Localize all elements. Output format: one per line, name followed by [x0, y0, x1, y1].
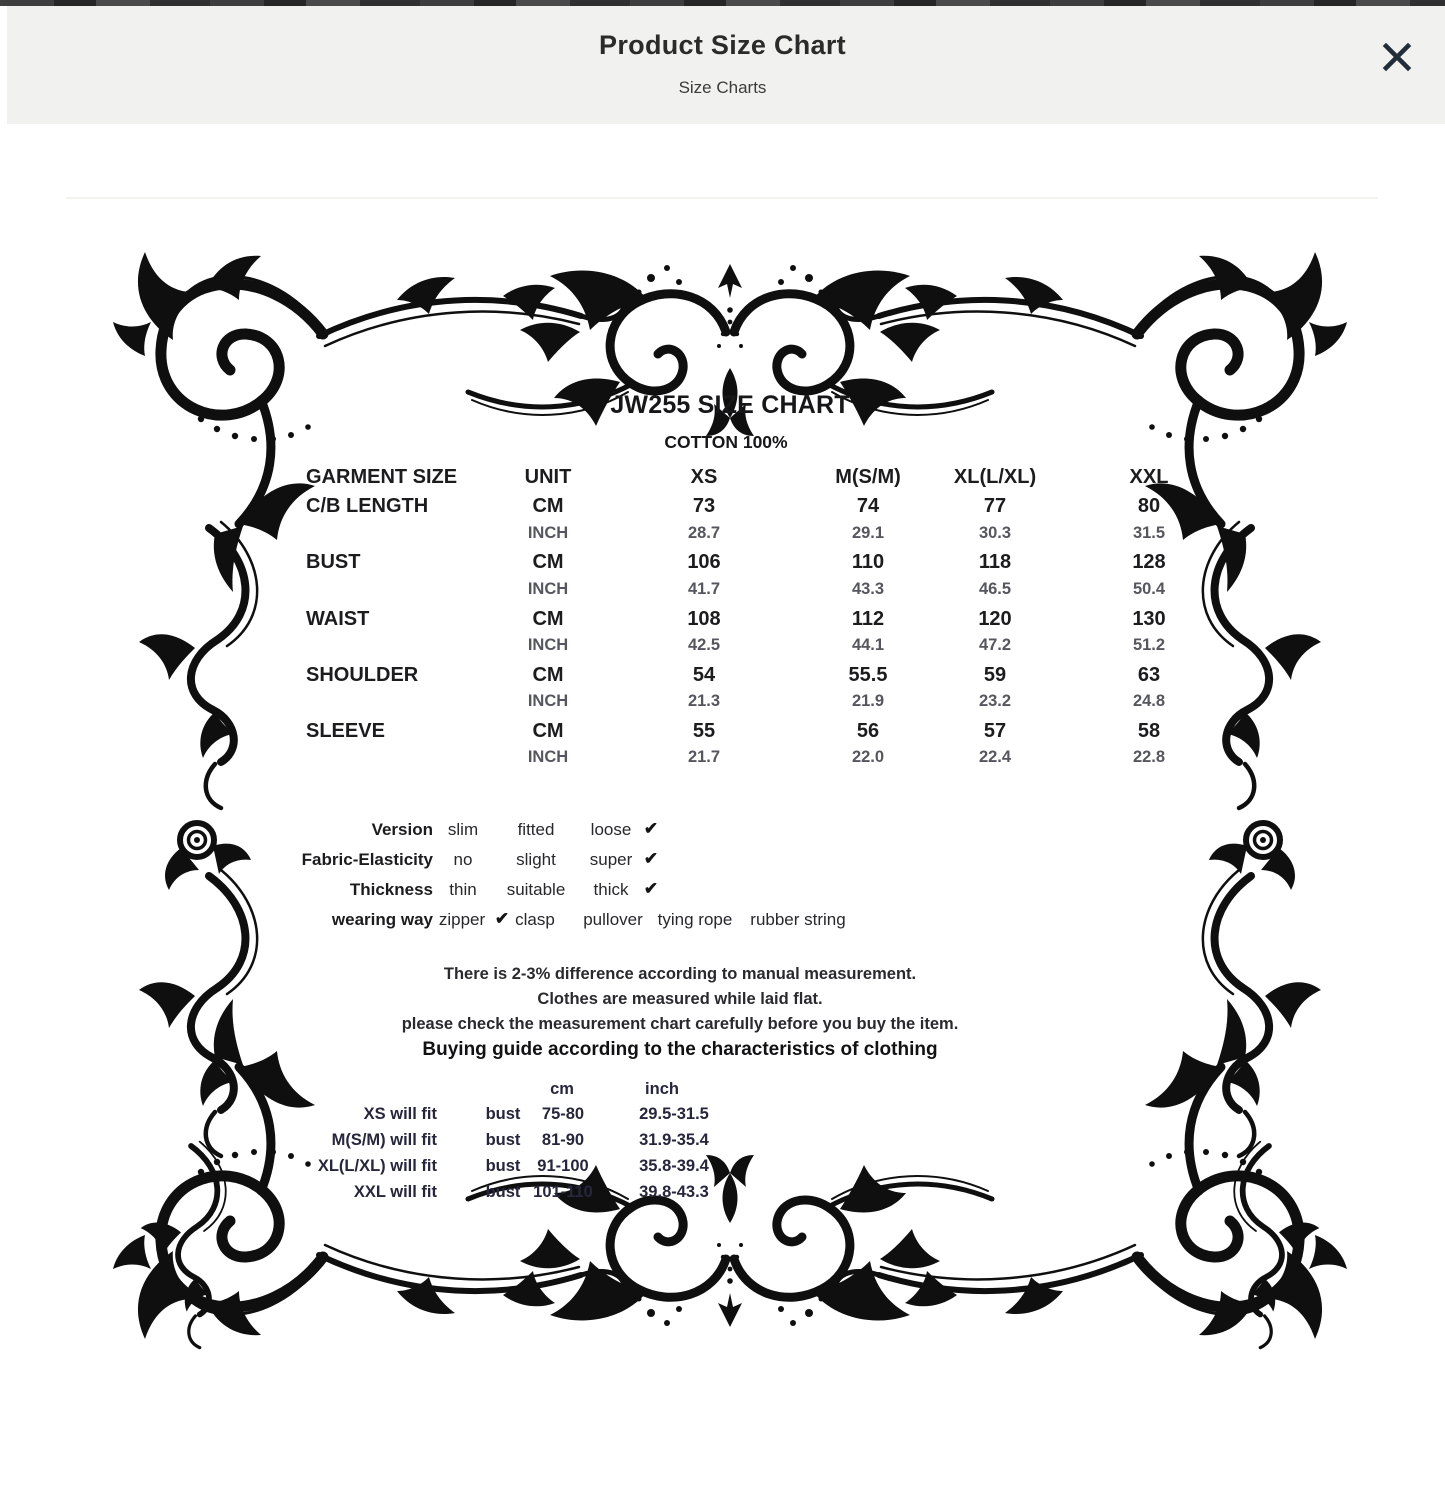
table-cell: 74	[856, 495, 880, 517]
attribute-option: slim	[447, 820, 479, 839]
table-cell: 110	[851, 551, 885, 573]
table-cell: 46.5	[978, 580, 1012, 598]
check-icon: ✔	[643, 879, 659, 898]
table-cell: 108	[687, 608, 721, 630]
attribute-option: thin	[449, 880, 477, 899]
modal-edge	[0, 6, 7, 124]
table-cell: 50.4	[1132, 580, 1166, 598]
col-header-garment: GARMENT SIZE	[306, 466, 458, 488]
table-cell: 41.7	[687, 580, 721, 598]
attribute-option: suitable	[506, 880, 566, 899]
table-cell: 51.2	[1132, 636, 1166, 654]
table-cell: INCH	[527, 580, 569, 598]
attribute-option: no	[453, 850, 473, 869]
buying-guide-inch: 39.8-43.3	[639, 1183, 709, 1201]
buying-guide-cm: 101-110	[533, 1183, 593, 1201]
table-cell: 24.8	[1132, 692, 1166, 710]
attribute-label: Fabric-Elasticity	[301, 850, 433, 869]
table-cell: INCH	[527, 524, 569, 542]
buying-guide-col-inch: inch	[645, 1080, 679, 1098]
table-cell: 130	[1132, 608, 1166, 630]
table-cell: 73	[692, 495, 716, 517]
table-cell: 112	[851, 608, 885, 630]
table-cell: 28.7	[687, 524, 721, 542]
attribute-label: wearing way	[331, 910, 433, 929]
buying-guide-inch: 35.8-39.4	[639, 1157, 709, 1175]
col-header-m: M(S/M)	[835, 466, 901, 488]
table-cell: INCH	[527, 692, 569, 710]
buying-guide-part: bust	[485, 1131, 521, 1149]
table-cell: 55.5	[848, 664, 888, 686]
table-cell: 63	[1137, 664, 1161, 686]
table-cell: 59	[983, 664, 1007, 686]
col-header-xl: XL(L/XL)	[953, 466, 1037, 488]
table-cell: 80	[1137, 495, 1161, 517]
note-line: please check the measurement chart carefully before you buy the item.	[401, 1015, 959, 1033]
note-line: Clothes are measured while laid flat.	[537, 990, 823, 1008]
close-icon	[1379, 39, 1415, 75]
attribute-option: rubber string	[750, 910, 846, 929]
table-cell: CM	[532, 720, 564, 742]
row-label: BUST	[306, 551, 361, 573]
attribute-option: zipper	[438, 910, 486, 929]
table-cell: 120	[978, 608, 1012, 630]
attribute-option: tying rope	[657, 910, 733, 929]
table-cell: INCH	[527, 636, 569, 654]
attribute-option: clasp	[515, 910, 555, 929]
row-label: WAIST	[306, 608, 370, 630]
modal-title: Product Size Chart	[599, 30, 846, 60]
buying-guide-cm: 91-100	[537, 1157, 589, 1175]
attribute-label: Thickness	[349, 880, 433, 899]
buying-guide-cm: 81-90	[541, 1131, 585, 1149]
row-label: SHOULDER	[306, 664, 419, 686]
row-label: C/B LENGTH	[306, 495, 429, 517]
table-cell: 21.7	[687, 748, 721, 766]
attribute-option: loose	[590, 820, 632, 839]
attribute-option: slight	[516, 850, 556, 869]
table-cell: 47.2	[978, 636, 1012, 654]
table-cell: 77	[983, 495, 1007, 517]
table-cell: 57	[983, 720, 1007, 742]
col-header-xs: XS	[690, 466, 718, 488]
col-header-xxl: XXL	[1129, 466, 1169, 488]
check-icon: ✔	[643, 819, 659, 838]
attribute-option: thick	[593, 880, 629, 899]
attribute-label: Version	[371, 820, 433, 839]
table-cell: 54	[692, 664, 716, 686]
table-cell: 128	[1132, 551, 1166, 573]
table-cell: 106	[687, 551, 721, 573]
table-cell: 56	[856, 720, 880, 742]
table-cell: 30.3	[978, 524, 1012, 542]
attribute-option: super	[589, 850, 633, 869]
buying-guide-part: bust	[485, 1183, 521, 1201]
table-cell: 55	[692, 720, 716, 742]
modal-subtitle: Size Charts	[678, 78, 767, 97]
buying-guide-cm: 75-80	[541, 1105, 585, 1123]
buying-guide-label: XL(L/XL) will fit	[317, 1157, 437, 1175]
modal-header	[0, 6, 1445, 124]
attribute-option: fitted	[517, 820, 555, 839]
close-button[interactable]	[1379, 39, 1415, 75]
table-cell: 43.3	[851, 580, 885, 598]
check-icon: ✔	[643, 849, 659, 868]
table-cell: 44.1	[851, 636, 885, 654]
note-line: There is 2-3% difference according to manual measurement.	[443, 965, 917, 983]
buying-guide-inch: 29.5-31.5	[639, 1105, 709, 1123]
content-divider	[66, 197, 1378, 199]
table-cell: 118	[978, 551, 1012, 573]
check-icon: ✔	[494, 909, 510, 928]
size-chart-image	[105, 228, 1355, 1363]
row-label: SLEEVE	[306, 720, 385, 742]
table-cell: INCH	[527, 748, 569, 766]
table-cell: 31.5	[1132, 524, 1166, 542]
table-cell: 29.1	[851, 524, 885, 542]
table-cell: 22.8	[1132, 748, 1166, 766]
buying-guide-label: M(S/M) will fit	[331, 1131, 437, 1149]
chart-material: COTTON 100%	[664, 432, 788, 452]
table-cell: CM	[532, 608, 564, 630]
col-header-unit: UNIT	[524, 466, 572, 488]
table-cell: 21.3	[687, 692, 721, 710]
buying-guide-label: XXL will fit	[353, 1183, 437, 1201]
buying-guide-label: XS will fit	[363, 1105, 437, 1123]
table-cell: 42.5	[687, 636, 721, 654]
buying-guide-inch: 31.9-35.4	[639, 1131, 709, 1149]
table-cell: 58	[1137, 720, 1161, 742]
table-cell: 22.0	[851, 748, 885, 766]
table-cell: 21.9	[851, 692, 885, 710]
buying-guide-col-cm: cm	[550, 1080, 574, 1098]
buying-guide-heading: Buying guide according to the characteristics of clothing	[422, 1039, 938, 1060]
attribute-option: pullover	[583, 910, 643, 929]
buying-guide-part: bust	[485, 1157, 521, 1175]
table-cell: 22.4	[978, 748, 1012, 766]
chart-title: JW255 SIZE CHART	[610, 391, 850, 419]
buying-guide-part: bust	[485, 1105, 521, 1123]
table-cell: CM	[532, 664, 564, 686]
table-cell: CM	[532, 495, 564, 517]
table-cell: CM	[532, 551, 564, 573]
table-cell: 23.2	[978, 692, 1012, 710]
